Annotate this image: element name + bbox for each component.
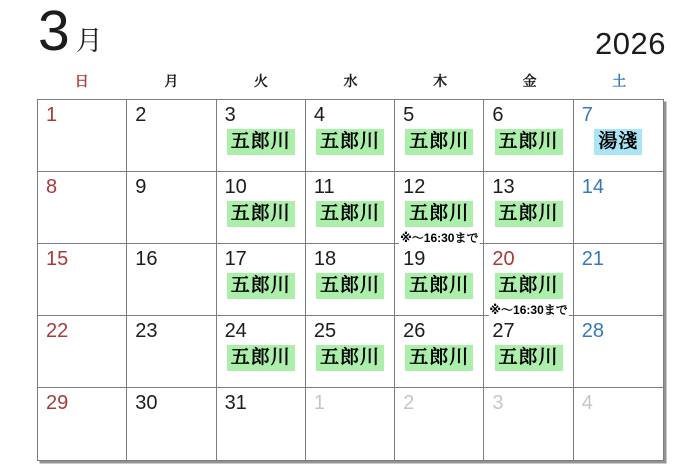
- day-number: 16: [135, 248, 158, 270]
- day-number: 13: [492, 176, 515, 198]
- day-number: 15: [46, 248, 69, 270]
- day-cell-weekday-11: [306, 172, 395, 244]
- day-number: 17: [224, 248, 247, 270]
- staff-badge: 五郎川: [316, 273, 384, 299]
- day-number: 2: [403, 392, 415, 414]
- staff-badge: 五郎川: [227, 201, 295, 227]
- day-number: 24: [224, 320, 247, 342]
- day-cell-sunday-8: [38, 172, 127, 244]
- day-number: 3: [224, 104, 236, 126]
- day-cell-saturday-28: [574, 316, 663, 388]
- day-number: 23: [135, 320, 158, 342]
- day-cell-saturday-7: [574, 100, 663, 172]
- weekday-label-4: 木: [433, 73, 448, 89]
- day-number: 28: [581, 320, 604, 342]
- day-cell-sunday-1: [38, 100, 127, 172]
- weekday-label-6: 土: [612, 73, 627, 89]
- day-cell-weekday-17: [217, 244, 306, 316]
- day-cell-weekday-4: [306, 100, 395, 172]
- weekday-header-row: [37, 71, 664, 91]
- day-number: 8: [46, 176, 58, 198]
- day-number: 18: [313, 248, 337, 270]
- staff-badge: 五郎川: [316, 129, 384, 155]
- day-cell-weekday-9: [127, 172, 216, 244]
- day-number: 12: [403, 176, 426, 198]
- day-cell-next-month-2: [395, 388, 484, 460]
- staff-badge: 五郎川: [495, 273, 563, 299]
- day-cell-weekday-26: [395, 316, 484, 388]
- day-cell-weekday-13: [484, 172, 573, 244]
- day-number: 1: [46, 104, 58, 126]
- day-number: 22: [46, 320, 69, 342]
- day-cell-saturday-14: [574, 172, 663, 244]
- day-number: 5: [403, 104, 415, 126]
- day-number: 21: [581, 248, 604, 270]
- day-number: 27: [492, 320, 515, 342]
- month-number: 3: [38, 0, 71, 63]
- day-number: 31: [224, 392, 247, 414]
- staff-badge: 五郎川: [495, 201, 563, 227]
- day-cell-weekday-25: [306, 316, 395, 388]
- day-cell-sunday-15: [38, 244, 127, 316]
- weekday-label-2: 火: [253, 73, 268, 89]
- day-cell-sunday-22: [38, 316, 127, 388]
- day-cell-weekday-10: [217, 172, 306, 244]
- staff-badge: 湯淺: [594, 129, 642, 155]
- day-number: 7: [581, 104, 593, 126]
- day-cell-weekday-30: [127, 388, 216, 460]
- time-note: ※～16:30まで: [400, 231, 479, 245]
- day-number: 3: [492, 392, 504, 414]
- day-cell-weekday-12: [395, 172, 484, 244]
- day-number: 9: [135, 176, 147, 198]
- day-number: 14: [581, 176, 604, 198]
- day-number: 2: [135, 104, 147, 126]
- day-cell-sunday-29: [38, 388, 127, 460]
- day-cell-weekday-24: [217, 316, 306, 388]
- staff-badge: 五郎川: [316, 201, 384, 227]
- staff-badge: 五郎川: [227, 129, 295, 155]
- day-number: 25: [313, 320, 337, 342]
- staff-badge: 五郎川: [227, 273, 295, 299]
- day-cell-next-month-4: [574, 388, 663, 460]
- year-label: 2026: [595, 26, 666, 61]
- day-number: 4: [581, 392, 593, 414]
- day-number: 10: [224, 176, 247, 198]
- staff-badge: 五郎川: [405, 129, 473, 155]
- day-cell-weekday-27: [484, 316, 573, 388]
- month-kanji: 月: [75, 26, 103, 56]
- staff-badge: 五郎川: [495, 129, 563, 155]
- weekday-label-5: 金: [522, 73, 537, 89]
- day-cell-weekday-16: [127, 244, 216, 316]
- staff-badge: 五郎川: [405, 273, 473, 299]
- staff-badge: 五郎川: [405, 201, 473, 227]
- day-number: 4: [313, 104, 325, 126]
- staff-badge: 五郎川: [495, 345, 563, 371]
- staff-badge: 五郎川: [316, 345, 384, 371]
- day-number: 19: [403, 248, 426, 270]
- day-number: 26: [403, 320, 426, 342]
- calendar-grid: [37, 99, 664, 461]
- weekday-label-0: 日: [74, 73, 89, 89]
- day-number: 6: [492, 104, 504, 126]
- day-number: 11: [313, 176, 335, 198]
- weekday-label-1: 月: [164, 73, 179, 89]
- staff-badge: 五郎川: [227, 345, 295, 371]
- day-cell-weekday-31: [217, 388, 306, 460]
- day-number: 30: [135, 392, 158, 414]
- time-note: ※～16:30まで: [489, 303, 568, 317]
- weekday-label-3: 水: [343, 73, 358, 89]
- day-number: 20: [492, 248, 515, 270]
- day-number: 1: [313, 392, 325, 414]
- day-cell-weekday-19: [395, 244, 484, 316]
- day-cell-weekday-5: [395, 100, 484, 172]
- month-title: [38, 0, 103, 67]
- day-cell-weekday-23: [127, 316, 216, 388]
- staff-badge: 五郎川: [405, 345, 473, 371]
- day-cell-holiday-20: [484, 244, 573, 316]
- day-cell-next-month-1: [306, 388, 395, 460]
- day-cell-saturday-21: [574, 244, 663, 316]
- day-cell-next-month-3: [484, 388, 573, 460]
- day-number: 29: [46, 392, 69, 414]
- day-cell-weekday-18: [306, 244, 395, 316]
- day-cell-weekday-3: [217, 100, 306, 172]
- day-cell-weekday-2: [127, 100, 216, 172]
- day-cell-weekday-6: [484, 100, 573, 172]
